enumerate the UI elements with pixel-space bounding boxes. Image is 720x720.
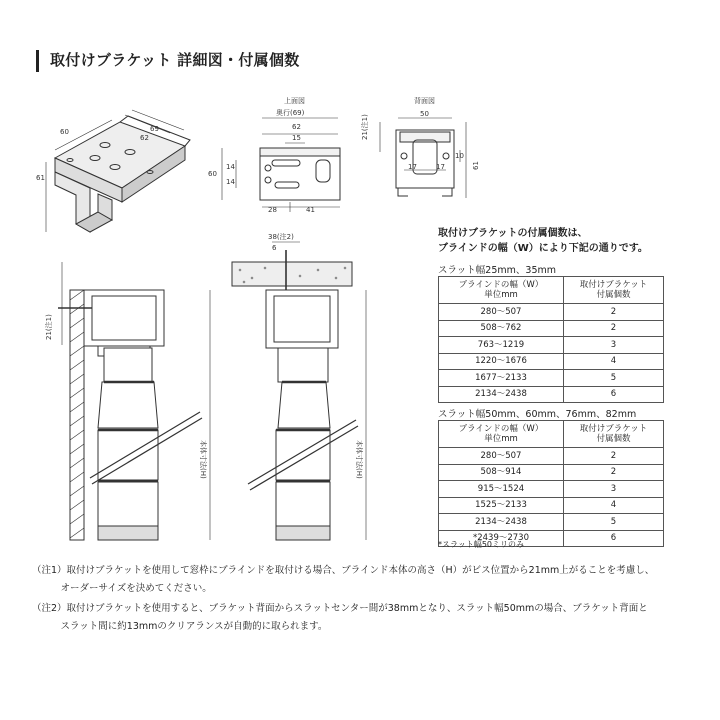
table-cell: 6 — [563, 386, 663, 403]
table-row — [439, 448, 664, 465]
table-cell: 2 — [563, 304, 663, 321]
note-2-line-1: （注2）取付けブラケットを使用すると、ブラケット背面からスラットセンター間が38mmとなり、スラット幅50mmの場合、ブラケット背面と — [32, 603, 648, 614]
intro-line-1: 取付けブラケットの付属個数は、 — [438, 228, 588, 239]
top-height3-label: 14 — [226, 178, 235, 186]
right-small-label: 6 — [272, 244, 277, 252]
table1-header — [439, 277, 664, 304]
table-cell: 280～507 — [439, 448, 564, 465]
table2 — [438, 420, 664, 547]
table-cell: 2134～2438 — [439, 514, 564, 531]
top-height1-label: 60 — [208, 170, 217, 178]
note-1-line-2: オーダーサイズを決めてください。 — [32, 583, 212, 594]
table1-title: スラット幅25mm、35mm — [438, 265, 557, 276]
table2-header-width: ブラインドの幅（W） 単位mm — [439, 421, 564, 448]
table-row — [439, 386, 664, 403]
table-row — [439, 481, 664, 498]
table-cell: 763～1219 — [439, 337, 564, 354]
table-row — [439, 464, 664, 481]
table-row — [439, 514, 664, 531]
right-note-label: 38(注2) — [268, 233, 294, 241]
table-row — [439, 320, 664, 337]
page-title: 取付けブラケット 詳細図・付属個数 — [50, 51, 300, 69]
left-body-height-label: 本体寸法(H) — [199, 440, 207, 479]
table2-header-qty: 取付けブラケット 付属個数 — [563, 421, 663, 448]
table-cell: 280～507 — [439, 304, 564, 321]
top-view-depth-label: 奥行(69) — [276, 109, 305, 117]
table-cell: 3 — [563, 337, 663, 354]
back-width2-label: 17 — [408, 163, 417, 171]
table-cell: 5 — [563, 514, 663, 531]
table-row — [439, 497, 664, 514]
iso-height-label: 61 — [36, 174, 45, 182]
table-cell: 2 — [563, 464, 663, 481]
table-cell: 6 — [563, 530, 663, 547]
back-width3-label: 17 — [436, 163, 445, 171]
back-height3-label: 61 — [472, 161, 480, 170]
bracket-back-view — [380, 118, 466, 198]
table-cell: 508～762 — [439, 320, 564, 337]
top-width1-label: 62 — [292, 123, 301, 131]
right-install-view — [232, 242, 366, 540]
intro-line-2: ブラインドの幅（W）により下記の通りです。 — [438, 243, 648, 254]
table1 — [438, 276, 664, 403]
table-cell: 508～914 — [439, 464, 564, 481]
back-view-title: 背面図 — [414, 97, 435, 105]
table-cell: 5 — [563, 370, 663, 387]
iso-top-label: 69 — [150, 125, 159, 133]
table-row — [439, 370, 664, 387]
top-bottom1-label: 28 — [268, 206, 277, 214]
table-row — [439, 304, 664, 321]
table-cell: 1677～2133 — [439, 370, 564, 387]
back-width1-label: 50 — [420, 110, 429, 118]
table-cell: 1525～2133 — [439, 497, 564, 514]
table-row — [439, 353, 664, 370]
note-2-line-2: スラット間に約13mmのクリアランスが自動的に取られます。 — [32, 621, 328, 632]
table-cell: 3 — [563, 481, 663, 498]
table1-header-width: ブラインドの幅（W） 単位mm — [439, 277, 564, 304]
top-view-title: 上面図 — [284, 97, 305, 105]
right-body-height-label: 本体寸法(H) — [355, 440, 363, 479]
table-cell: *2439～2730 — [439, 530, 564, 547]
bracket-top-view — [222, 118, 340, 212]
table-row — [439, 337, 664, 354]
table1-header-qty: 取付けブラケット 付属個数 — [563, 277, 663, 304]
top-width2-label: 15 — [292, 134, 301, 142]
back-height1-label: 21(注1) — [361, 114, 369, 140]
table-cell: 1220～1676 — [439, 353, 564, 370]
table-cell: 915～1524 — [439, 481, 564, 498]
iso-depth-label: 62 — [140, 134, 149, 142]
top-height2-label: 14 — [226, 163, 235, 171]
table2-header — [439, 421, 664, 448]
table2-footnote: *スラット幅50ミリのみ — [438, 540, 525, 549]
note-1-line-1: （注1）取付けブラケットを使用して窓枠にブラインドを取付ける場合、ブラインド本体の高さ（H）がビス位置から21mm上がることを考慮し、 — [32, 565, 655, 576]
table-cell: 4 — [563, 353, 663, 370]
table-cell: 2134～2438 — [439, 386, 564, 403]
table-cell: 4 — [563, 497, 663, 514]
back-height2-label: 10 — [455, 152, 464, 160]
left-note-label: 21(注1) — [45, 314, 53, 340]
left-install-view — [58, 262, 210, 540]
iso-width-label: 60 — [60, 128, 69, 136]
table2-title: スラット幅50mm、60mm、76mm、82mm — [438, 409, 637, 420]
table-cell: 2 — [563, 448, 663, 465]
top-bottom2-label: 41 — [306, 206, 315, 214]
table-cell: 2 — [563, 320, 663, 337]
